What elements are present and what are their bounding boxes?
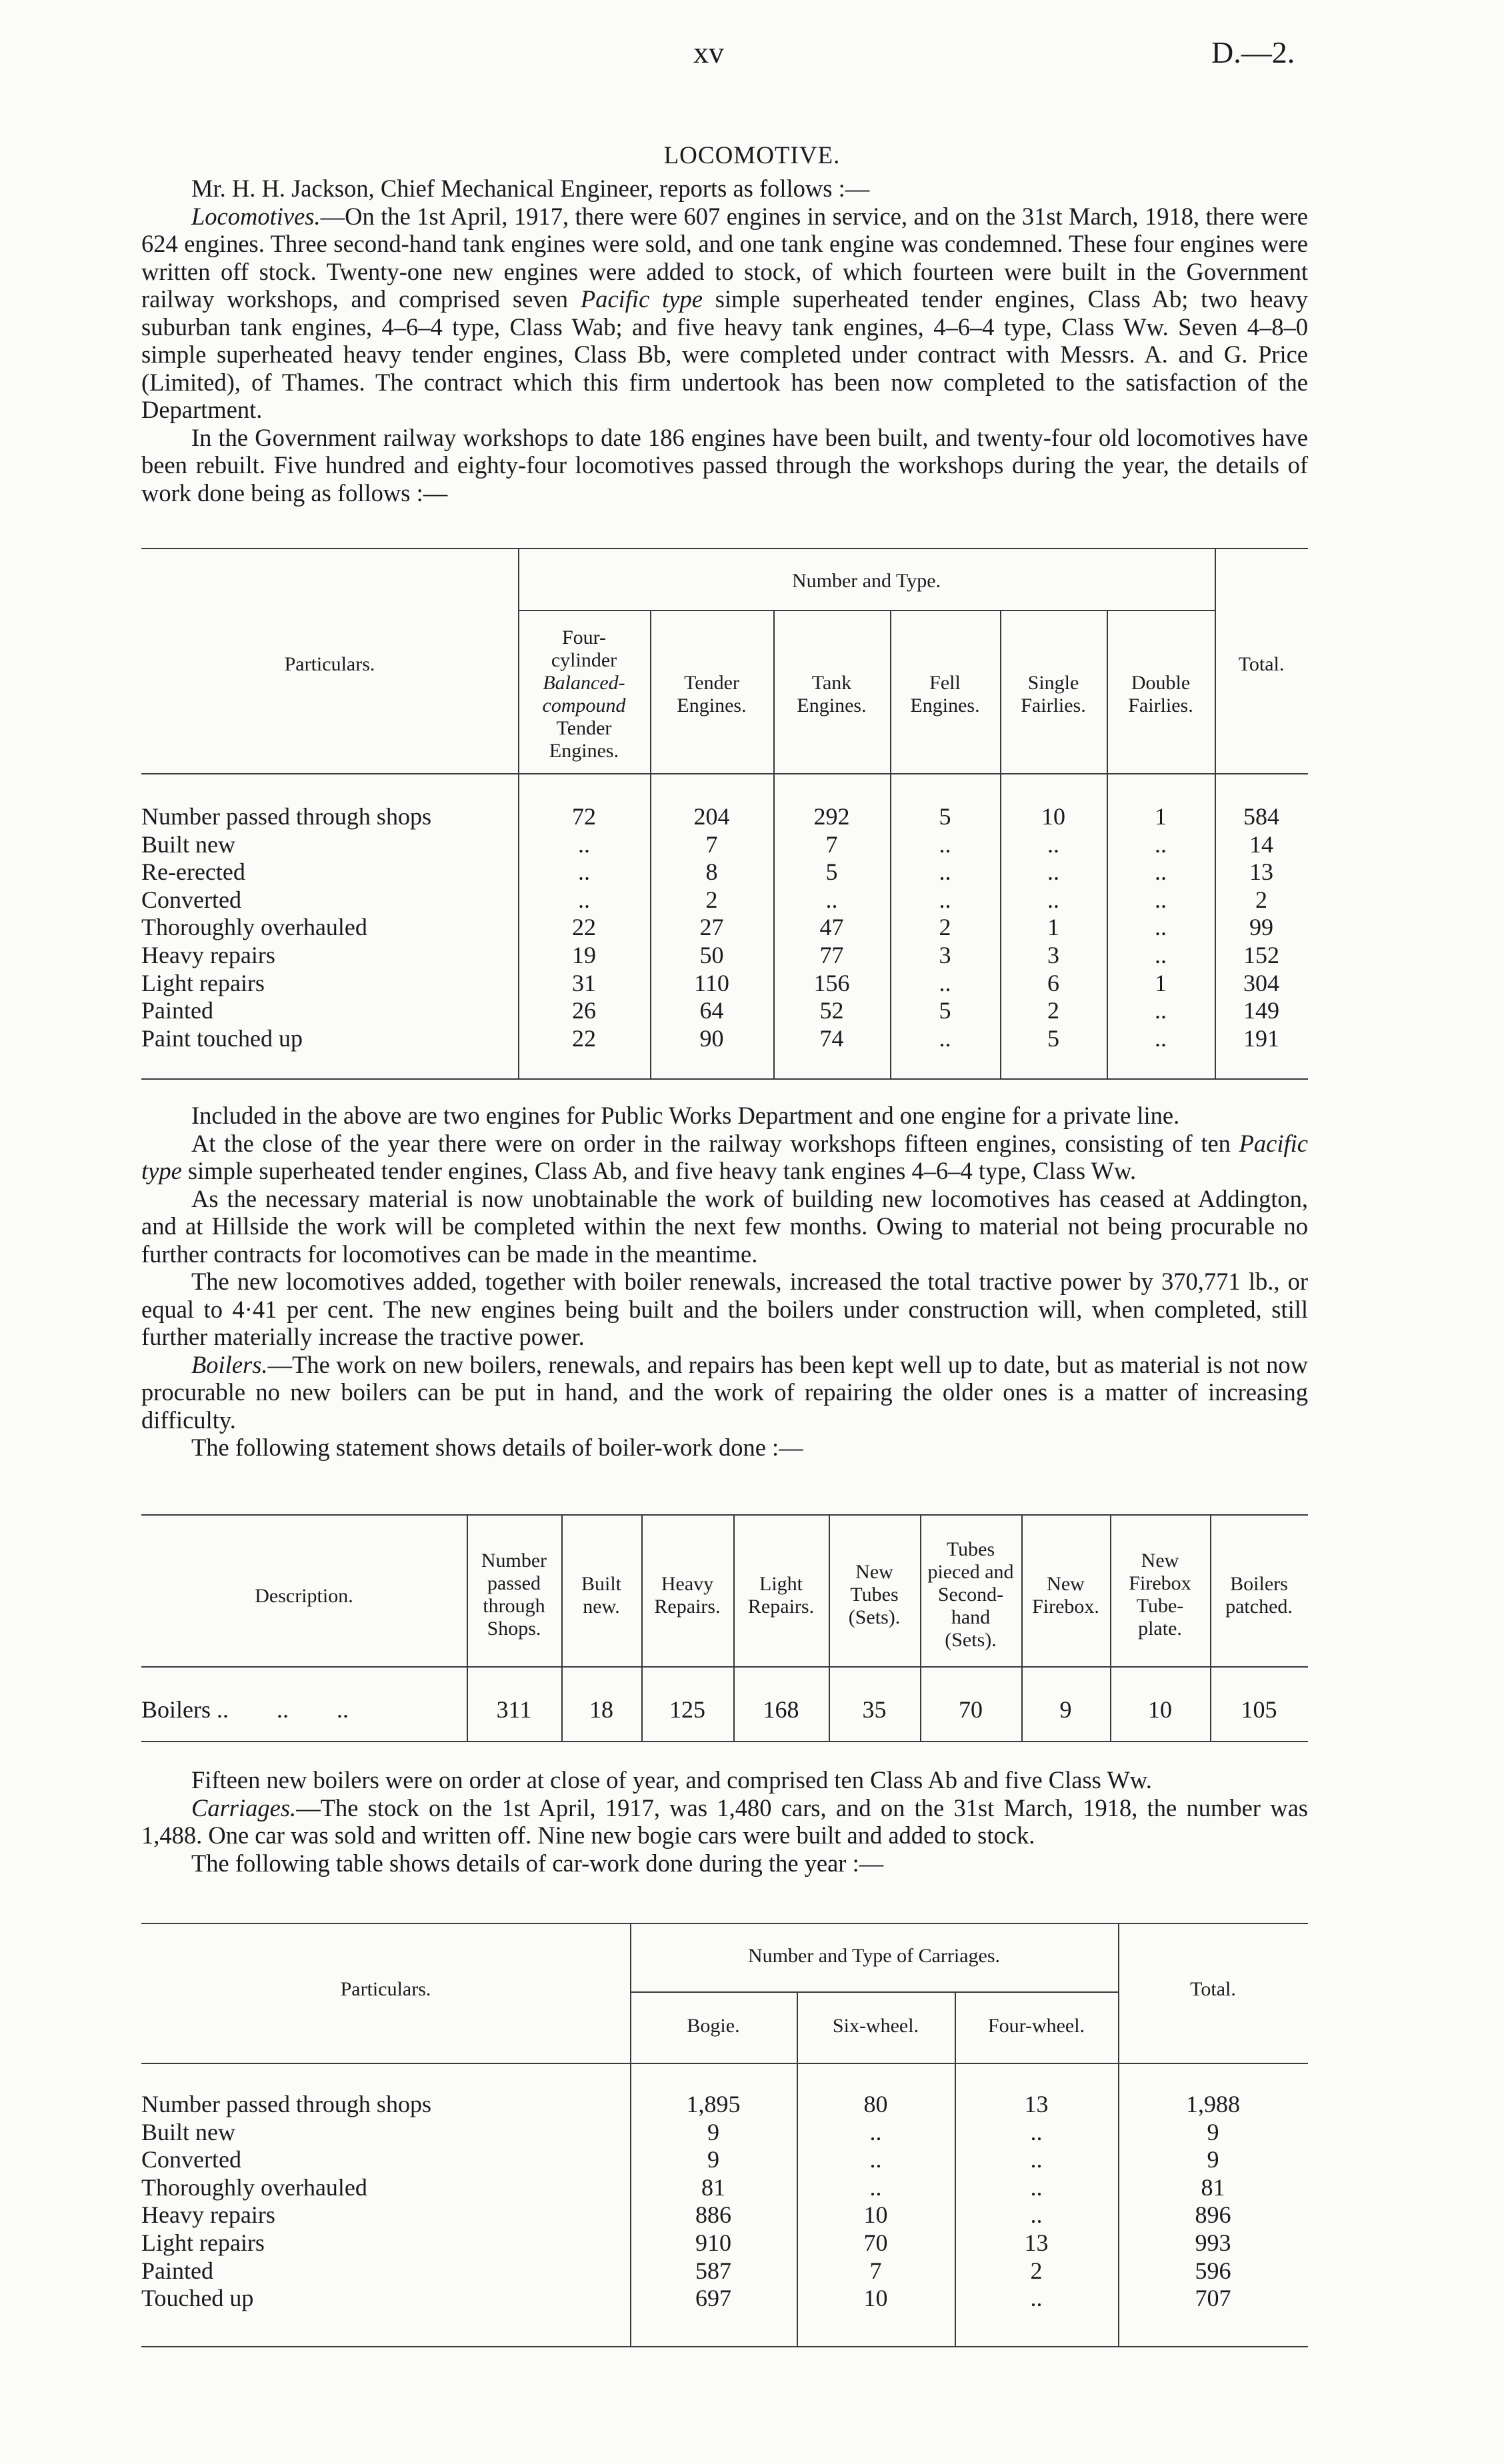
car-row-label: Thoroughly overhauled (141, 2173, 367, 2201)
boiler-cell: 10 (1148, 1696, 1172, 1723)
loco-row-label: Built new (141, 830, 235, 858)
loco-cell: 2 (705, 886, 718, 913)
loco-cell: 90 (699, 1024, 724, 1052)
car-cell: 9 (707, 2146, 719, 2173)
lower-paragraph-1: Fifteen new boilers were on order at close of year, and comprised ten Class Ab and five Class Ww. (191, 1766, 1152, 1794)
middle-paragraph-4: The new locomotives added, together with boiler renewals, increased the total tractive power by 370,771 lb., or equal to 4·41 per cent. The new engines being built and the boilers under construction will, when completed, still further materially increase the tractive power. (141, 1268, 1308, 1350)
boiler-cell: 18 (589, 1696, 613, 1723)
boiler-cell: 168 (763, 1696, 799, 1723)
loco-cell: .. (939, 886, 951, 913)
loco-cell: 19 (572, 942, 596, 968)
car-cell: 9 (1207, 2118, 1219, 2145)
car-cell: 707 (1195, 2285, 1231, 2312)
loco-cell: 47 (819, 914, 844, 941)
loco-cell: 52 (819, 997, 844, 1024)
section-title: LOCOMOTIVE. (663, 142, 841, 169)
boilers-row-label: Boilers .. .. .. (141, 1696, 349, 1723)
loco-cell: 26 (572, 997, 596, 1024)
loco-cell: 1 (1155, 969, 1167, 996)
middle-paragraph-2: At the close of the year there were on order in the railway workshops fifteen engines, consisting of ten Pacific type simple superheated tender engines, Class Ab, and five heavy tank engines 4–6–4 type, Class Ww. (141, 1129, 1308, 1184)
header-tank-engines: Tank Engines. (797, 672, 867, 716)
car-cell: 9 (707, 2118, 719, 2145)
loco-cell: 1 (1155, 803, 1167, 830)
loco-cell: .. (1155, 830, 1167, 858)
car-cell: .. (1030, 2146, 1043, 2173)
car-row-label: Heavy repairs (141, 2201, 275, 2229)
loco-cell: 3 (1047, 942, 1059, 968)
loco-cell: 110 (694, 969, 729, 996)
loco-cell: 1 (1047, 914, 1059, 941)
lower-text (141, 1766, 1308, 1877)
car-cell: 13 (1024, 2091, 1049, 2117)
page-code: D.—2. (1211, 35, 1295, 69)
loco-row-label: Paint touched up (141, 1024, 303, 1052)
header-description: Description. (255, 1585, 353, 1607)
loco-cell: 7 (825, 830, 838, 858)
page-number-roman: xv (693, 35, 724, 69)
car-cell: 2 (1030, 2257, 1043, 2284)
boiler-cell: 9 (1059, 1696, 1072, 1723)
car-cell: 697 (695, 2285, 731, 2312)
loco-cell: .. (1047, 830, 1059, 858)
boilers-heading: Boilers. (191, 1350, 268, 1378)
car-header-number-and-type: Number and Type of Carriages. (747, 1945, 1001, 1967)
loco-row-label: Converted (141, 886, 241, 913)
car-header-total: Total. (1190, 1978, 1236, 2000)
car-header-four-wheel: Four-wheel. (987, 2015, 1085, 2037)
loco-cell: .. (1047, 886, 1059, 913)
lower-paragraph-3: The following table shows details of car-work done during the year :— (191, 1849, 884, 1877)
car-cell: .. (1030, 2173, 1043, 2201)
loco-cell: 22 (572, 1024, 596, 1052)
header-tubes-pieced: Tubes pieced and Second- hand (Sets). (927, 1538, 1014, 1651)
car-cell: 596 (1195, 2257, 1231, 2284)
car-cell: 10 (863, 2201, 888, 2229)
loco-cell: 72 (572, 803, 596, 830)
loco-cell: 2 (939, 914, 951, 941)
loco-cell: 152 (1243, 942, 1279, 968)
loco-cell: 77 (819, 942, 844, 968)
intro-text (141, 175, 1308, 507)
car-cell: .. (869, 2118, 882, 2145)
locomotives-heading: Locomotives. (191, 202, 321, 230)
loco-cell: .. (1155, 942, 1167, 968)
header-firebox-tubeplate: New Firebox Tube- plate. (1129, 1550, 1191, 1640)
loco-cell: 13 (1249, 858, 1273, 886)
car-header-six-wheel: Six-wheel. (832, 2015, 919, 2037)
boiler-cell: 105 (1241, 1696, 1277, 1723)
loco-cell: 8 (705, 858, 718, 886)
loco-cell: 5 (825, 858, 838, 886)
car-cell: 81 (1201, 2173, 1225, 2201)
middle-paragraph-6: The following statement shows details of boiler-work done :— (191, 1434, 803, 1461)
loco-cell: .. (825, 886, 838, 913)
header-new-tubes: New Tubes (Sets). (848, 1561, 901, 1628)
car-cell: 10 (863, 2285, 888, 2312)
car-cell: 81 (701, 2173, 725, 2201)
loco-cell: .. (1047, 858, 1059, 886)
car-cell: 1,988 (1186, 2091, 1240, 2117)
car-cell: 910 (695, 2229, 731, 2256)
header-single-fairlies: Single Fairlies. (1021, 672, 1086, 716)
car-row-label: Built new (141, 2118, 235, 2145)
car-header-bogie: Bogie. (687, 2015, 740, 2037)
intro-paragraph-2: Locomotives.—On the 1st April, 1917, there were 607 engines in service, and on the 31st March, 1918, there were 624 engines. Three second-hand tank engines were sold, and one tank engine was condemned. These four engines were written off stock. Twenty-one new engines were added to stock, of which fourteen were built in the Government railway workshops, and comprised seven Pacific type simple superheated tender engines, Class Ab; two heavy suburban tank engines, 4–6–4 type, Class Wab; and five heavy tank engines, 4–6–4 type, Class Ww. Seven 4–8–0 simple superheated heavy tender engines, Class Bb, were completed under contract with Messrs. A. and G. Price (Limited), of Thames. The contract which this firm undertook has been now completed to the satisfaction of the Department. (141, 202, 1309, 423)
intro-paragraph-1: Mr. H. H. Jackson, Chief Mechanical Engineer, reports as follows :— (191, 175, 870, 202)
loco-cell: 5 (939, 997, 951, 1024)
car-cell: 896 (1195, 2201, 1231, 2229)
loco-row-label: Painted (141, 997, 213, 1024)
header-number-and-type: Number and Type. (791, 570, 941, 592)
loco-cell: 149 (1243, 997, 1279, 1024)
loco-cell: .. (939, 830, 951, 858)
car-header-particulars: Particulars. (340, 1978, 431, 2000)
header-four-cylinder: Four- cylinder Balanced- compound Tender Engines. (542, 626, 626, 762)
car-cell: .. (1030, 2201, 1043, 2229)
loco-cell: 99 (1249, 914, 1273, 941)
loco-cell: 5 (1047, 1024, 1059, 1052)
loco-cell: 304 (1243, 969, 1279, 996)
loco-cell: .. (578, 830, 590, 858)
boiler-cell: 35 (862, 1696, 887, 1723)
car-row-label: Light repairs (141, 2229, 265, 2256)
loco-cell: 27 (699, 914, 724, 941)
header-tender-engines: Tender Engines. (677, 672, 747, 716)
loco-cell: 64 (699, 997, 724, 1024)
lower-paragraph-2: Carriages.—The stock on the 1st April, 1917, was 1,480 cars, and on the 31st March, 1918, the number was 1,488. One car was sold and written off. Nine new bogie cars were built and added to stock. (141, 1794, 1308, 1849)
header-number-passed: Number passed through Shops. (481, 1550, 547, 1640)
car-cell: .. (1030, 2118, 1043, 2145)
car-cell: 7 (869, 2257, 882, 2284)
loco-cell: 2 (1047, 997, 1059, 1024)
loco-cell: .. (1155, 1024, 1167, 1052)
car-cell: 886 (695, 2201, 731, 2229)
loco-cell: 6 (1047, 969, 1059, 996)
loco-cell: 7 (705, 830, 718, 858)
car-row-label: Touched up (141, 2285, 254, 2312)
middle-text (141, 1102, 1308, 1462)
loco-row-label: Number passed through shops (141, 803, 431, 830)
car-cell: 70 (863, 2229, 888, 2256)
middle-paragraph-5: Boilers.—The work on new boilers, renewals, and repairs has been kept well up to date, but as material is not now procurable no new boilers can be put in hand, and the work of repairing the older ones is a matter of increasing difficulty. (141, 1350, 1308, 1434)
car-cell: 13 (1024, 2229, 1049, 2256)
loco-cell: .. (939, 969, 951, 996)
loco-cell: .. (939, 1024, 951, 1052)
loco-cell: .. (1155, 858, 1167, 886)
intro-paragraph-3: In the Government railway workshops to date 186 engines have been built, and twenty-four old locomotives have been rebuilt. Five hundred and eighty-four locomotives passed through the workshops during the year, the details of work done being as follows :— (141, 423, 1308, 507)
header-boilers-patched: Boilers patched. (1225, 1573, 1293, 1618)
loco-row-label: Re-erected (141, 858, 245, 886)
boiler-cell: 70 (959, 1696, 983, 1723)
car-cell: .. (869, 2146, 882, 2173)
header-light-repairs: Light Repairs. (747, 1573, 815, 1618)
header-double-fairlies: Double Fairlies. (1128, 672, 1193, 716)
car-row-label: Number passed through shops (141, 2091, 431, 2117)
middle-paragraph-3: As the necessary material is now unobtainable the work of building new locomotives has ceased at Addington, and at Hillside the work will be completed within the next few months. Owing to material not being procurable no further contracts for locomotives can be made in the meantime. (141, 1184, 1308, 1268)
boiler-cell: 311 (496, 1696, 532, 1723)
loco-cell: 5 (939, 803, 951, 830)
loco-cell: 204 (693, 803, 730, 830)
boiler-cell: 125 (669, 1696, 705, 1723)
header-total: Total. (1238, 653, 1285, 675)
car-cell: 80 (863, 2091, 888, 2117)
loco-cell: 2 (1255, 886, 1267, 913)
car-row-label: Painted (141, 2257, 213, 2284)
car-cell: 587 (695, 2257, 731, 2284)
loco-cell: 50 (699, 942, 724, 968)
loco-cell: .. (1155, 997, 1167, 1024)
carriages-heading: Carriages. (191, 1794, 297, 1822)
loco-row-label: Heavy repairs (141, 942, 275, 968)
loco-cell: .. (1155, 886, 1167, 913)
header-heavy-repairs: Heavy Repairs. (654, 1573, 721, 1618)
header-new-firebox: New Firebox. (1032, 1573, 1099, 1618)
loco-cell: .. (578, 886, 590, 913)
header-particulars: Particulars. (284, 653, 375, 675)
car-row-label: Converted (141, 2146, 241, 2173)
loco-cell: .. (578, 858, 590, 886)
header-built-new: Built new. (581, 1573, 621, 1618)
car-cell: 9 (1207, 2146, 1219, 2173)
loco-cell: 14 (1249, 830, 1273, 858)
loco-cell: 10 (1041, 803, 1065, 830)
loco-cell: 74 (819, 1024, 844, 1052)
loco-cell: 3 (939, 942, 951, 968)
loco-cell: 31 (572, 969, 596, 996)
loco-cell: .. (1155, 914, 1167, 941)
loco-row-label: Light repairs (141, 969, 265, 996)
loco-cell: 156 (813, 969, 850, 996)
car-cell: 993 (1195, 2229, 1231, 2256)
loco-cell: 22 (572, 914, 596, 941)
loco-cell: 584 (1243, 803, 1279, 830)
middle-paragraph-1: Included in the above are two engines for Public Works Department and one engine for a private line. (191, 1102, 1180, 1129)
header-fell-engines: Fell Engines. (910, 672, 980, 716)
car-cell: 1,895 (686, 2091, 741, 2117)
loco-row-label: Thoroughly overhauled (141, 914, 367, 941)
car-cell: .. (869, 2173, 882, 2201)
loco-cell: 292 (813, 803, 850, 830)
car-cell: .. (1030, 2285, 1043, 2312)
loco-cell: .. (939, 858, 951, 886)
loco-cell: 191 (1243, 1024, 1279, 1052)
